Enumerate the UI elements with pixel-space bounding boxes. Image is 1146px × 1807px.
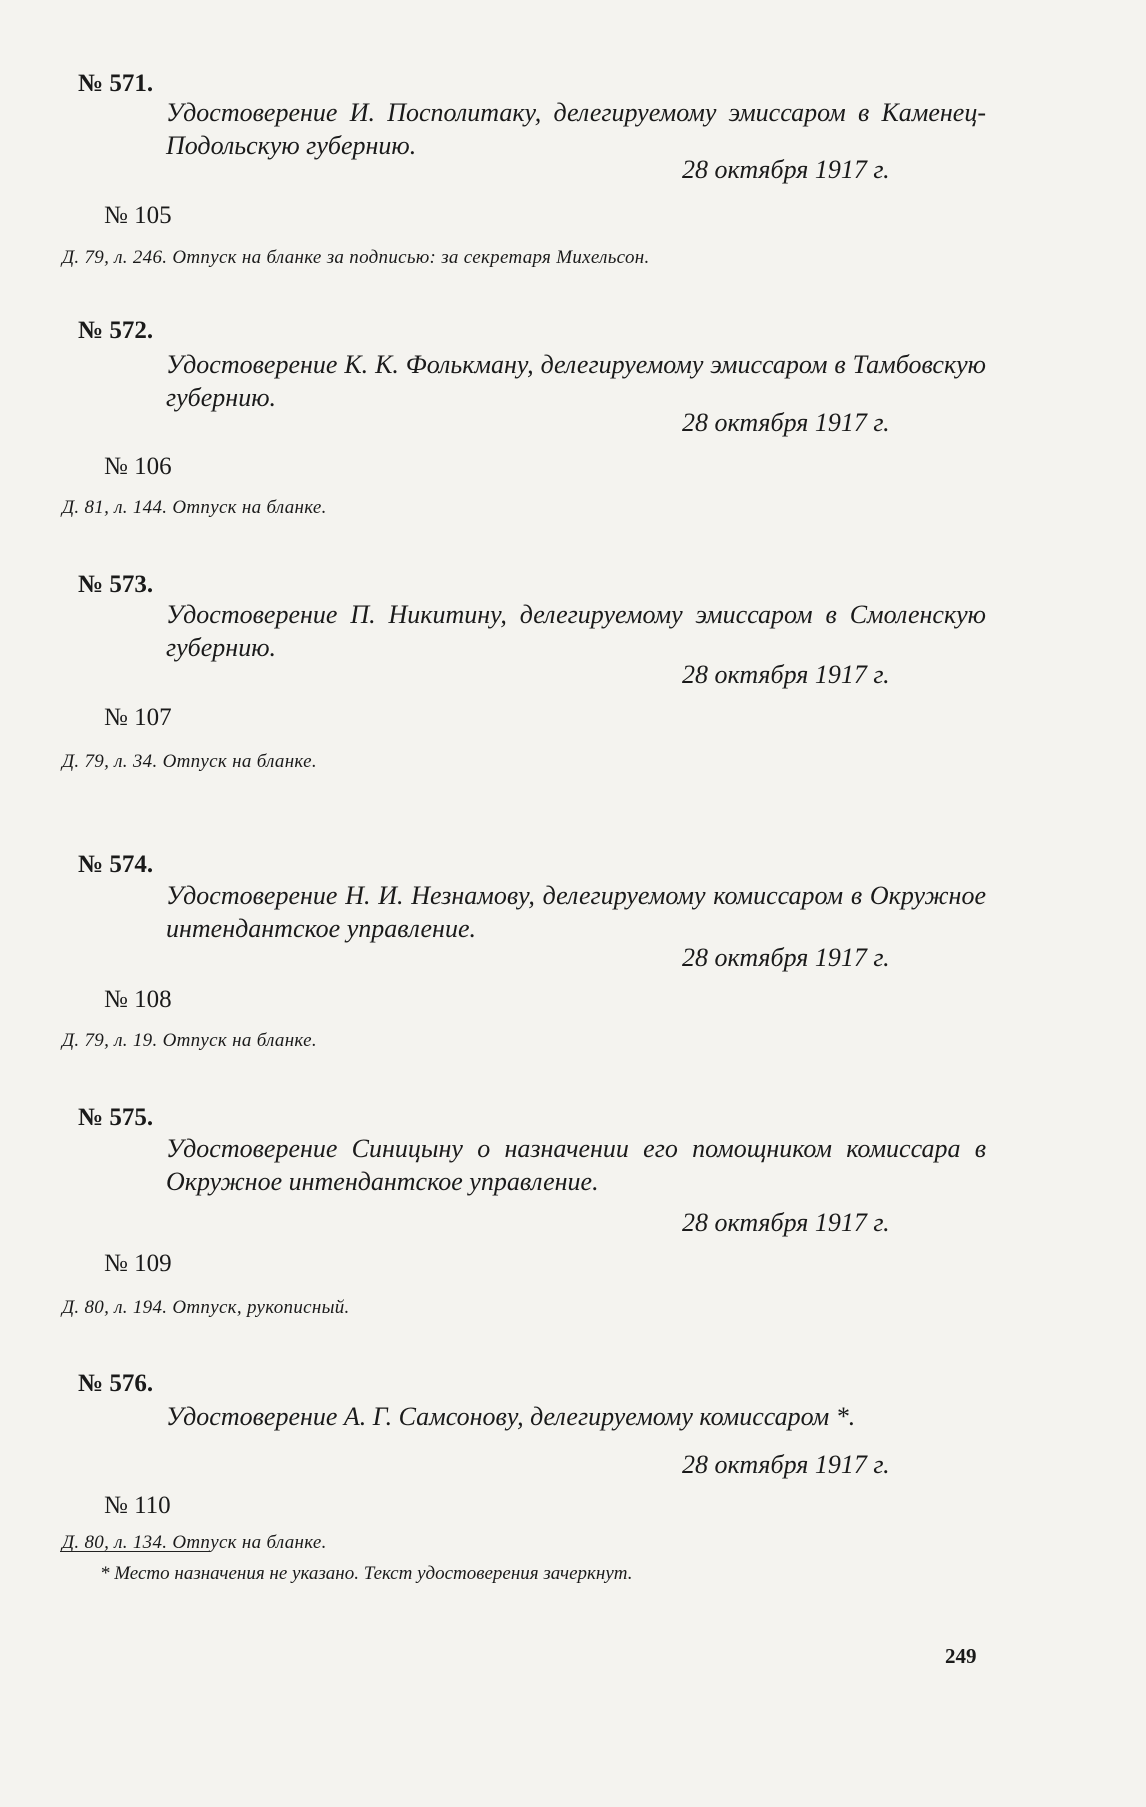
archive-reference: Д. 79, л. 34. Отпуск на бланке. bbox=[62, 751, 317, 772]
entry-number: № 573. bbox=[78, 571, 154, 598]
archive-reference: Д. 79, л. 246. Отпуск на бланке за подписью: за секретаря Михельсон. bbox=[62, 247, 650, 268]
entry-number: № 575. bbox=[78, 1104, 154, 1131]
entry-title: Удостоверение Н. И. Незнамову, делегируемому комиссаром в Окружное интендантское управление. bbox=[166, 881, 986, 943]
entry-date: 28 октября 1917 г. bbox=[682, 1208, 890, 1237]
entry-title: Удостоверение П. Никитину, делегируемому эмиссаром в Смоленскую губернию. bbox=[166, 600, 986, 662]
original-number: № 105 bbox=[104, 202, 172, 229]
entry-date: 28 октября 1917 г. bbox=[682, 408, 890, 437]
entry-title: Удостоверение И. Посполитаку, делегируемому эмиссаром в Каменец-Подольскую губернию. bbox=[166, 98, 986, 160]
entry-title: Удостоверение Синицыну о назначении его помощником комиссара в Окружное интендантское управление. bbox=[166, 1134, 986, 1196]
entry-title: Удостоверение К. К. Фолькману, делегируемому эмиссаром в Тамбовскую губернию. bbox=[166, 350, 986, 412]
entry-date: 28 октября 1917 г. bbox=[682, 660, 890, 689]
entry-number: № 576. bbox=[78, 1370, 154, 1397]
entry-number: № 572. bbox=[78, 317, 154, 344]
entry-number: № 571. bbox=[78, 70, 154, 97]
entry-date: 28 октября 1917 г. bbox=[682, 1450, 890, 1479]
archive-reference: Д. 80, л. 134. Отпуск на бланке. bbox=[62, 1532, 327, 1553]
entry-date: 28 октября 1917 г. bbox=[682, 943, 890, 972]
archive-reference: Д. 81, л. 144. Отпуск на бланке. bbox=[62, 497, 327, 518]
page-number: 249 bbox=[945, 1644, 977, 1668]
original-number: № 107 bbox=[104, 704, 172, 731]
entry-number: № 574. bbox=[78, 851, 154, 878]
original-number: № 109 bbox=[104, 1250, 172, 1277]
footnote-divider bbox=[60, 1551, 210, 1552]
entry-date: 28 октября 1917 г. bbox=[682, 155, 890, 184]
archive-reference: Д. 79, л. 19. Отпуск на бланке. bbox=[62, 1030, 317, 1051]
original-number: № 108 bbox=[104, 986, 172, 1013]
footnote: * Место назначения не указано. Текст удостоверения зачеркнут. bbox=[100, 1563, 633, 1584]
original-number: № 110 bbox=[104, 1492, 171, 1519]
entry-title: Удостоверение А. Г. Самсонову, делегируемому комиссаром *. bbox=[166, 1402, 856, 1431]
archive-reference: Д. 80, л. 194. Отпуск, рукописный. bbox=[62, 1297, 350, 1318]
original-number: № 106 bbox=[104, 453, 172, 480]
